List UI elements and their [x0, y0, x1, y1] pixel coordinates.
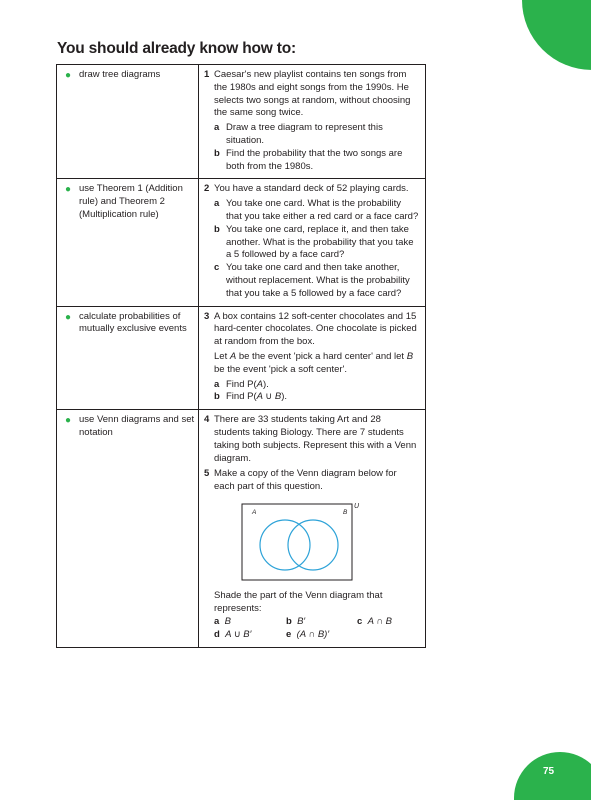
question-cell	[199, 410, 426, 647]
universal-set-rect	[242, 504, 352, 580]
part-text: You take one card. What is the probability that you take either a red card or a face card?	[226, 198, 419, 222]
part-label: d	[214, 628, 220, 640]
bullet-icon: ●	[65, 311, 72, 323]
shade-instructions	[204, 590, 419, 642]
question-part	[214, 148, 419, 174]
bullet-icon: ●	[65, 70, 72, 81]
question-part	[214, 262, 419, 300]
text-fragment: ).	[262, 378, 269, 390]
event-definition	[214, 351, 419, 377]
text-fragment: Let	[214, 350, 230, 362]
text-fragment: ).	[281, 391, 287, 403]
corner-decoration	[522, 0, 591, 70]
part-text	[226, 379, 269, 390]
skill-cell	[57, 306, 199, 410]
part-expression: B′	[297, 615, 306, 627]
text-fragment: Find P(	[226, 378, 257, 390]
question-cell	[199, 306, 426, 410]
venn-svg	[238, 500, 368, 584]
part-text: Draw a tree diagram to represent this situation.	[226, 122, 383, 146]
part-text: You take one card and then take another, without replacement. What is the probability that you take a 5 followed by a face card?	[226, 262, 410, 299]
skill-cell	[57, 410, 199, 647]
page-heading: You should already know how to:	[57, 40, 296, 57]
variable: A	[256, 378, 263, 390]
skill-text: use Venn diagrams and set notation	[79, 414, 195, 438]
set-b-label: B	[343, 508, 348, 516]
universal-set-label: U	[354, 502, 360, 510]
set-b-circle	[288, 520, 338, 570]
question-part	[214, 198, 419, 224]
question-number: 3	[204, 310, 210, 322]
question-4	[204, 414, 419, 465]
question-cell	[199, 65, 426, 179]
text-fragment: Find P(	[226, 391, 257, 403]
shade-part	[357, 616, 392, 629]
part-label: b	[214, 147, 220, 159]
table-row	[57, 65, 426, 179]
part-expression: (A ∩ B)′	[296, 628, 330, 640]
shade-part	[286, 629, 329, 642]
part-label: a	[214, 378, 220, 390]
part-label: c	[214, 262, 220, 274]
part-text	[226, 391, 287, 402]
part-text: You take one card, replace it, and then take another. What is the probability that you take a 5 followed by a face card?	[226, 223, 414, 261]
part-label: e	[286, 628, 292, 640]
set-a-circle	[260, 520, 310, 570]
bullet-icon: ●	[65, 184, 72, 196]
text-fragment: be the event 'pick a soft center'.	[214, 363, 348, 375]
page-number: 75	[543, 766, 555, 777]
part-text: Find the probability that the two songs are both from the 1980s.	[226, 147, 403, 172]
table-row	[57, 410, 426, 647]
question-part	[214, 391, 419, 404]
question-2	[204, 183, 419, 300]
part-label: b	[214, 391, 220, 403]
question-part	[214, 379, 419, 392]
shade-part	[214, 629, 251, 642]
list-item	[63, 69, 195, 82]
part-expression: B	[224, 615, 231, 627]
list-item	[63, 414, 195, 440]
question-text: A box contains 12 soft-center chocolates and 15 hard-center chocolates. One chocolate is picked at random from the box.	[214, 310, 417, 348]
question-text: There are 33 students taking Art and 28 students taking Biology. There are 7 students taking both subjects. Represent this with a Venn diagram.	[214, 414, 417, 464]
skill-cell	[57, 179, 199, 306]
shade-parts	[214, 616, 419, 642]
question-part	[214, 224, 419, 262]
question-part	[214, 122, 419, 148]
skills-table	[56, 64, 426, 648]
list-item	[63, 183, 195, 221]
table-row	[57, 179, 426, 306]
part-expression: A ∪ B′	[225, 628, 252, 640]
question-1	[204, 69, 419, 173]
text-fragment: be the event 'pick a hard center' and let	[236, 350, 407, 362]
part-label: a	[214, 122, 220, 134]
part-expression: A ∩ B	[367, 615, 393, 627]
shade-part	[286, 616, 305, 629]
variable: A ∪ B	[256, 391, 282, 403]
venn-diagram	[204, 500, 419, 584]
shade-text: Shade the part of the Venn diagram that represents:	[214, 589, 383, 614]
question-5	[204, 468, 419, 494]
question-text: Make a copy of the Venn diagram below for each part of this question.	[214, 468, 397, 493]
part-label: a	[214, 198, 220, 210]
set-a-label: A	[252, 508, 257, 516]
question-text: You have a standard deck of 52 playing cards.	[214, 183, 409, 195]
table-row	[57, 306, 426, 410]
bullet-icon: ●	[65, 415, 72, 427]
skill-text: draw tree diagrams	[79, 69, 161, 80]
question-text: Caesar's new playlist contains ten songs from the 1980s and eight songs from the 1990s. He selects two songs at random, without choosing the same song twice.	[214, 69, 411, 119]
variable: B	[406, 350, 414, 362]
part-label: b	[286, 615, 292, 627]
variable: A	[229, 350, 237, 362]
question-3	[204, 311, 419, 405]
question-cell	[199, 179, 426, 306]
part-label: c	[357, 615, 363, 627]
shade-part	[214, 616, 231, 629]
question-number: 1	[204, 69, 210, 80]
question-number: 5	[204, 468, 210, 480]
question-number: 2	[204, 183, 210, 195]
question-number: 4	[204, 414, 210, 426]
skill-cell	[57, 65, 199, 179]
part-label: a	[214, 615, 220, 627]
skill-text: use Theorem 1 (Addition rule) and Theorem 2 (Multiplication rule)	[79, 183, 183, 220]
skill-text: calculate probabilities of mutually exclusive events	[79, 310, 187, 335]
part-label: b	[214, 223, 220, 235]
list-item	[63, 311, 195, 337]
